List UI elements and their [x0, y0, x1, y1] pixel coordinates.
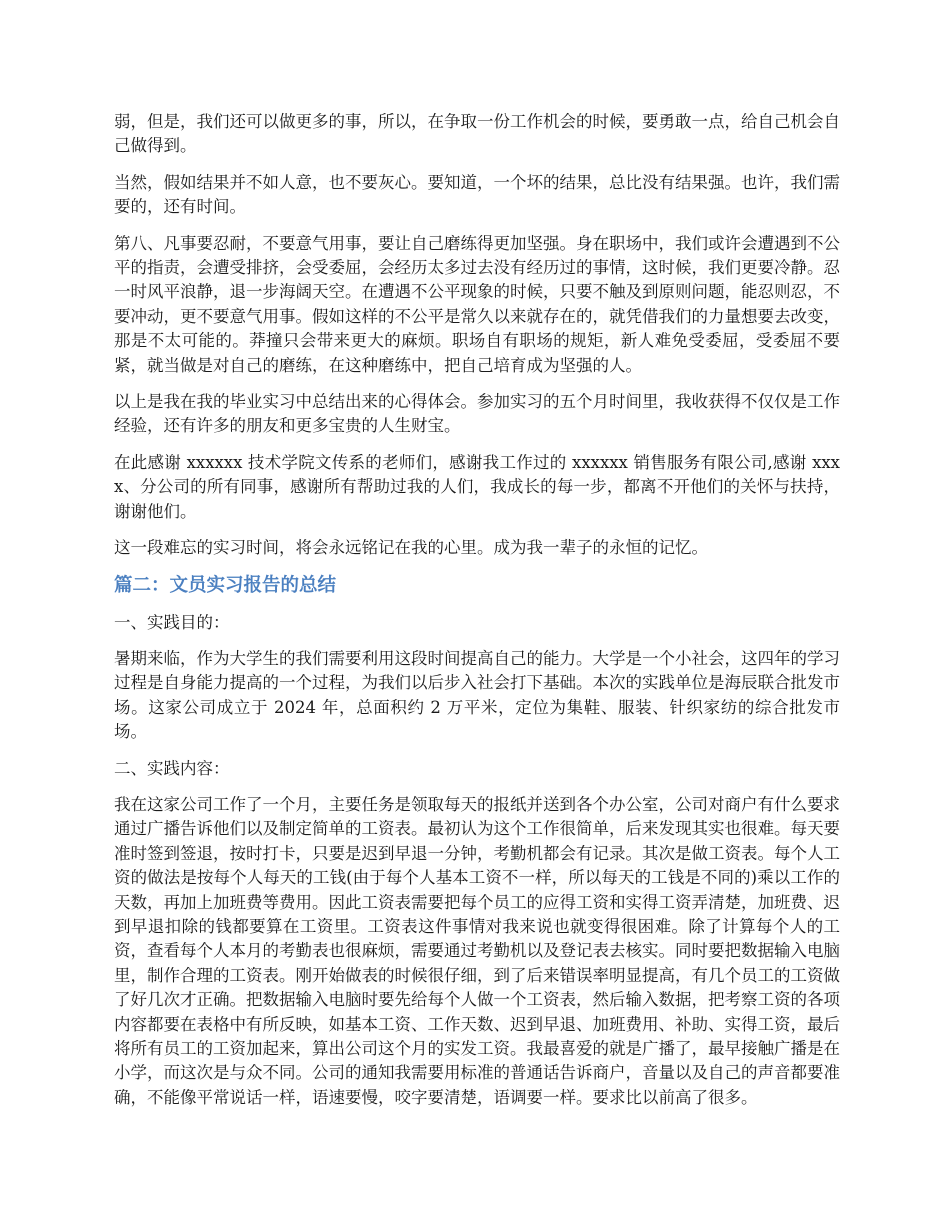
paragraph: 我在这家公司工作了一个月，主要任务是领取每天的报纸并送到各个办公室，公司对商户有什么要求通过广播告诉他们以及制定简单的工资表。最初认为这个工作很简单，后来发现其实也很难。每天要准时签到签退，按时打卡，只要是迟到早退一分钟，考勤机都会有记录。其次是做工资表。每个人工资的做法是按每个人每天的工钱(由于每个人基本工资不一样，所以每天的工钱是不同的)乘以工作的天数，再加上加班费等费用。因此工资表需要把每个员工的应得工资和实得工资弄清楚，加班费、迟到早退扣除的钱都要算在工资里。工资表这件事情对我来说也就变得很困难。除了计算每个人的工资，查看每个人本月的考勤表也很麻烦，需要通过考勤机以及登记表去核实。同时要把数据输入电脑里，制作合理的工资表。刚开始做表的时候很仔细，到了后来错误率明显提高，有几个员工的工资做了好几次才正确。把数据输入电脑时要先给每个人做一个工资表，然后输入数据，把考察工资的各项内容都要在表格中有所反映，如基本工资、工作天数、迟到早退、加班费用、补助、实得工资，最后将所有员工的工资加起来，算出公司这个月的实发工资。我最喜爱的就是广播了，最早接触广播是在小学，而这次是与众不同。公司的通知我需要用标准的普通话告诉商户，音量以及自己的声音都要准确，不能像平常说话一样，语速要慢，咬字要清楚，语调要一样。要求比以前高了很多。: [114, 794, 840, 1107]
document-page: [114, 110, 840, 1122]
subsection-title: 一、实践目的：: [114, 612, 230, 632]
paragraph: 暑期来临，作为大学生的我们需要利用这段时间提高自己的能力。大学是一个小社会，这四年的学习过程是自身能力提高的一个过程，为我们以后步入社会打下基础。本次的实践单位是海辰联合批发市场。这家公司成立于 2024 年，总面积约 2 万平米，定位为集鞋、服装、针织家纺的综合批发市场。: [114, 648, 840, 742]
paragraph: 这一段难忘的实习时间，将会永远铭记在我的心里。成为我一辈子的永恒的记忆。: [114, 538, 708, 558]
subsection-title: 二、实践内容：: [114, 758, 230, 778]
paragraph: 当然，假如结果并不如人意，也不要灰心。要知道，一个坏的结果，总比没有结果强。也许，我们需要的，还有时间。: [114, 172, 840, 217]
paragraph: 第八、凡事要忍耐，不要意气用事，要让自己磨练得更加坚强。身在职场中，我们或许会遭遇到不公平的指责，会遭受排挤，会受委屈，会经历太多过去没有经历过的事情，这时候，我们更要冷静。忍一时风平浪静，退一步海阔天空。在遭遇不公平现象的时候，只要不触及到原则问题，能忍则忍，不要冲动，更不要意气用事。假如这样的不公平是常久以来就存在的，就凭借我们的力量想要去改变，那是不太可能的。莽撞只会带来更大的麻烦。职场自有职场的规矩，新人难免受委屈，受委屈不要紧，就当做是对自己的磨练，在这种磨练中，把自己培育成为坚强的人。: [114, 233, 840, 375]
section-heading: 篇二：文员实习报告的总结: [114, 574, 337, 596]
paragraph: 以上是我在我的毕业实习中总结出来的心得体会。参加实习的五个月时间里，我收获得不仅仅是工作经验，还有许多的朋友和更多宝贵的人生财宝。: [114, 392, 840, 436]
paragraph: 弱，但是，我们还可以做更多的事，所以，在争取一份工作机会的时候，要勇敢一点，给自己机会自己做得到。: [114, 112, 840, 156]
paragraph: 在此感谢 xxxxxx 技术学院文传系的老师们，感谢我工作过的 xxxxxx 销售服务有限公司,感谢 xxxx、分公司的所有同事，感谢所有帮助过我的人们，我成长的每一步，都离不开他们的关怀与扶持，谢谢他们。: [114, 452, 840, 521]
